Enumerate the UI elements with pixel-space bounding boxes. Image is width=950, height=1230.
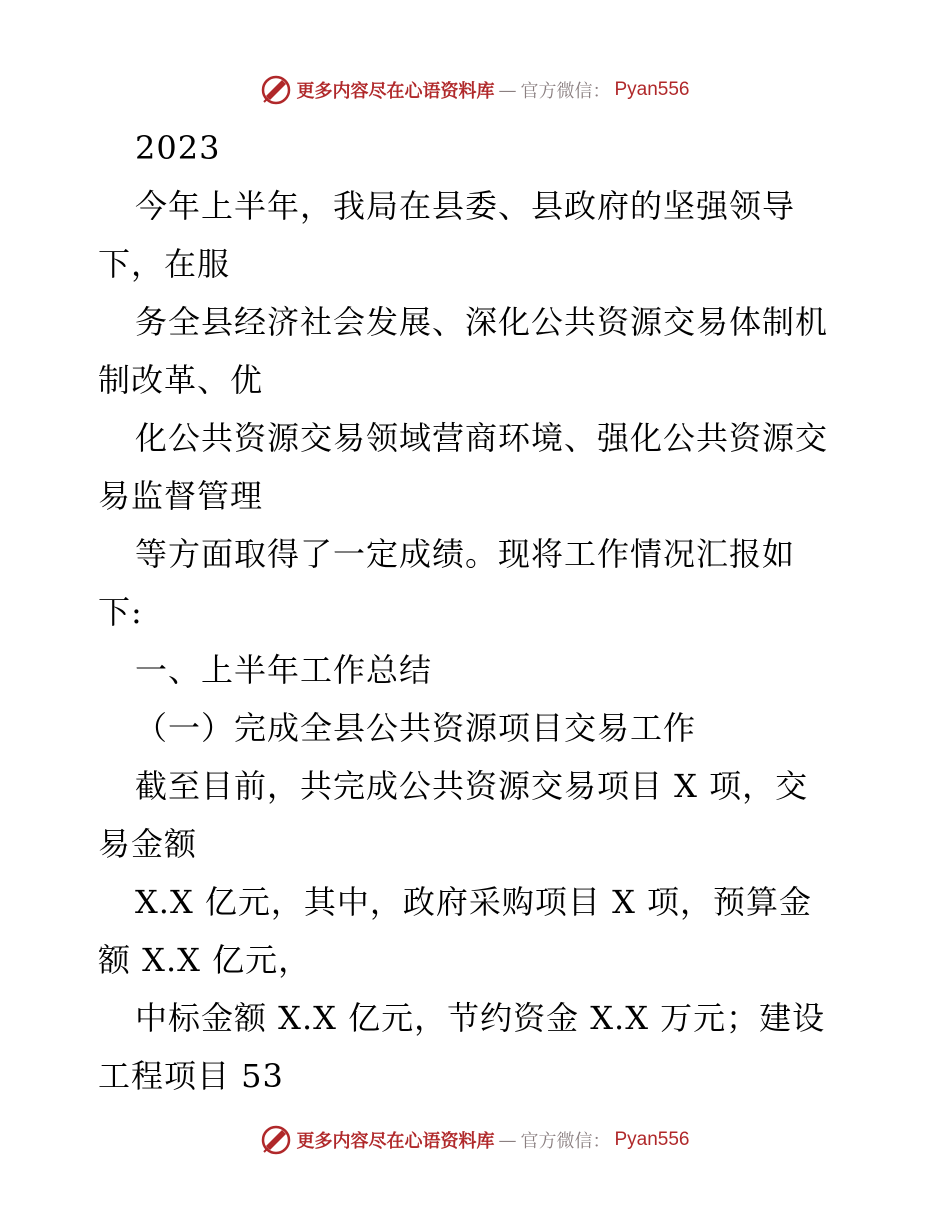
subsection-heading: （一）完成全县公共资源项目交易工作 xyxy=(135,709,697,747)
doc-line: 制改革、优 xyxy=(98,361,264,399)
pen-logo-icon xyxy=(260,74,292,106)
section-heading: 一、上半年工作总结 xyxy=(135,651,433,689)
doc-line: 务全县经济社会发展、深化公共资源交易体制机 xyxy=(135,303,829,341)
doc-line: 下: xyxy=(98,593,143,631)
watermark-wechat-id: Pyan556 xyxy=(614,1129,690,1150)
doc-line: 中标金额 X.X 亿元，节约资金 X.X 万元；建设 xyxy=(135,999,826,1037)
watermark-content xyxy=(260,1124,689,1156)
doc-line: 截至目前，共完成公共资源交易项目 X 项，交 xyxy=(135,767,809,805)
watermark-dash: — xyxy=(498,1129,517,1151)
doc-line: 额 X.X 亿元， xyxy=(98,941,312,979)
doc-line: 2023 xyxy=(135,129,221,167)
watermark-official-text: 官方微信： xyxy=(520,1131,611,1152)
doc-line: 易金额 xyxy=(98,825,198,863)
doc-line: 等方面取得了一定成绩。现将工作情况汇报如 xyxy=(135,535,796,573)
doc-line: 化公共资源交易领域营商环境、强化公共资源交 xyxy=(135,419,829,457)
watermark-main-text: 更多内容尽在心语资料库 xyxy=(296,1131,495,1152)
doc-line: X.X 亿元，其中，政府采购项目 X 项，预算金 xyxy=(135,883,813,921)
header-watermark xyxy=(0,70,950,110)
watermark-dash: — xyxy=(498,79,517,101)
pen-logo-icon xyxy=(260,1124,292,1156)
watermark-content xyxy=(260,74,689,106)
footer-watermark xyxy=(0,1120,950,1160)
doc-line: 易监督管理 xyxy=(98,477,264,515)
doc-line: 下，在服 xyxy=(98,245,231,283)
doc-line: 工程项目 53 xyxy=(98,1057,284,1095)
doc-line: 今年上半年，我局在县委、县政府的坚强领导 xyxy=(135,187,796,225)
watermark-main-text: 更多内容尽在心语资料库 xyxy=(296,81,495,102)
watermark-official-text: 官方微信： xyxy=(520,81,611,102)
watermark-wechat-id: Pyan556 xyxy=(614,79,690,100)
